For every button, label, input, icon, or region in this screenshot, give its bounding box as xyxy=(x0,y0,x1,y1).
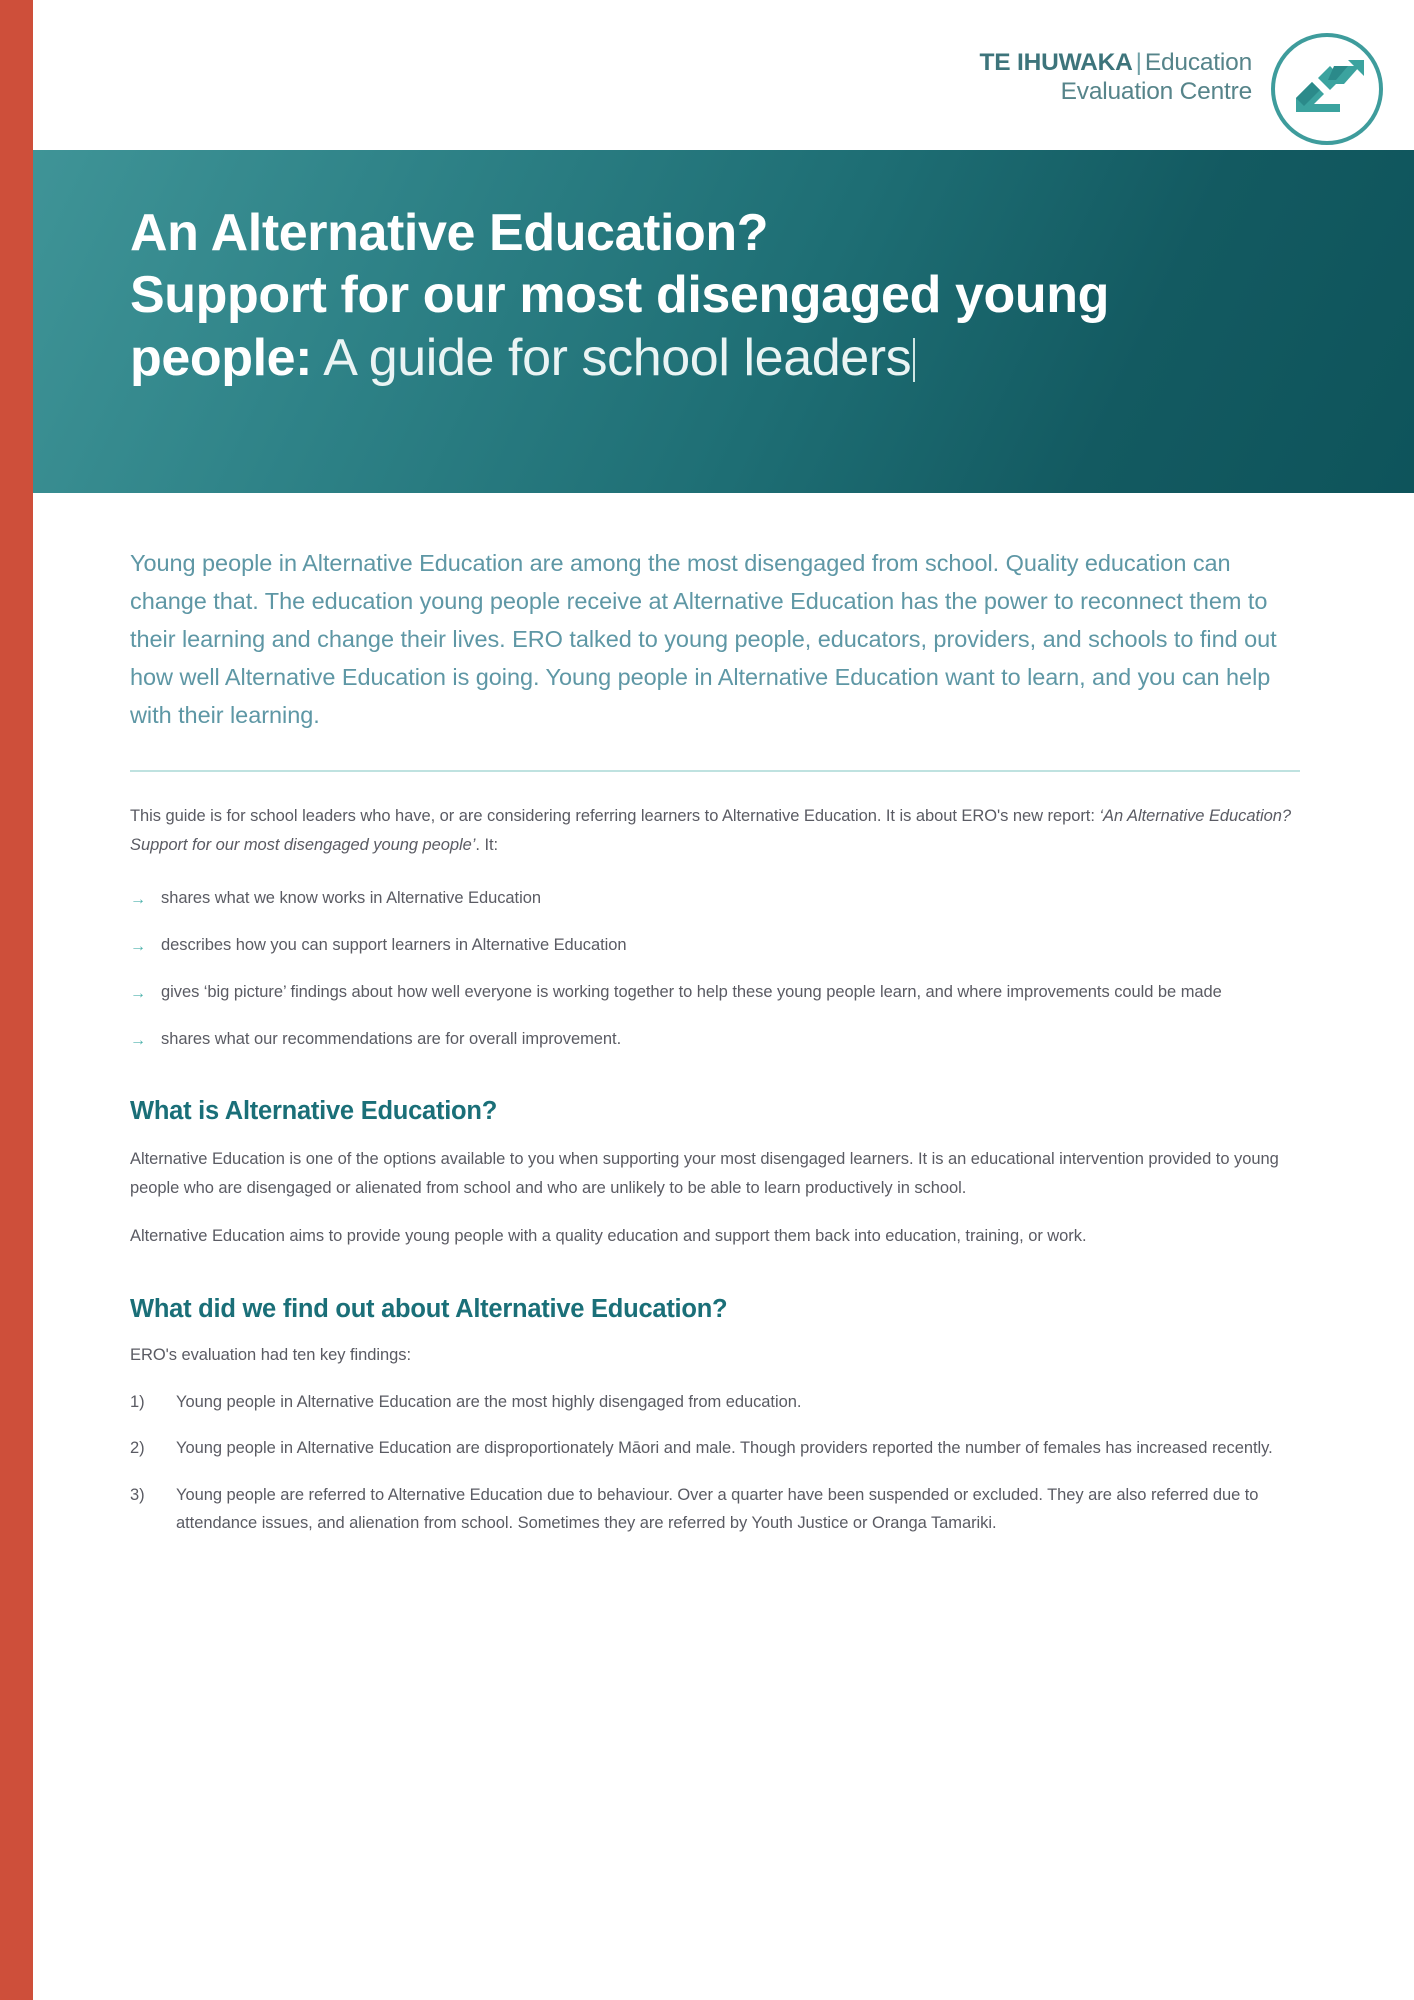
list-item-text: Young people are referred to Alternative Education due to behaviour. Over a quarter have been suspended or excluded. They are also referred due to attendance issues, and alienation from school. Sometimes they are referred by Youth Justice or Oranga Tamariki. xyxy=(176,1485,1259,1533)
guide-contents-list xyxy=(130,884,1300,1053)
arrow-icon: → xyxy=(130,891,146,909)
list-item xyxy=(130,1481,1300,1538)
list-item xyxy=(130,931,1300,959)
text-cursor-caret xyxy=(913,338,915,382)
title-banner xyxy=(33,150,1414,493)
title-line-3-subtitle: A guide for school leaders xyxy=(312,328,912,387)
ero-zigzag-circle-logo-icon xyxy=(1268,30,1386,148)
title-line-1: An Alternative Education? xyxy=(130,204,769,262)
ero-logo xyxy=(979,30,1386,148)
logo-secondary-text-line-2: Evaluation Centre xyxy=(1060,77,1252,105)
list-item-text: describes how you can support learners in Alternative Education xyxy=(161,936,627,955)
key-findings-list xyxy=(130,1388,1300,1538)
intro-text-before: This guide is for school leaders who have, or are considering referring learners to Alternative Education. It is about ERO's new report: xyxy=(130,807,1100,826)
arrow-icon: → xyxy=(130,985,146,1003)
arrow-icon: → xyxy=(130,1032,146,1050)
list-item xyxy=(130,978,1300,1006)
left-accent-stripe xyxy=(0,0,33,2000)
title-line-2: Support for our most disengaged young xyxy=(130,266,1109,325)
logo-primary-text: TE IHUWAKA xyxy=(979,49,1133,76)
section-1-paragraph-1: Alternative Education is one of the options available to you when supporting your most disengaged learners. It is an educational intervention provided to young people who are disengaged or alienated from school and who are unlikely to be able to learn productively in school. xyxy=(130,1150,1279,1198)
report-title-italic: ‘An Alternative Education? Support for our most disengaged young people’ xyxy=(130,807,1292,855)
list-item xyxy=(130,1025,1300,1053)
list-item-number: 3) xyxy=(130,1485,145,1504)
section-heading-findings: What did we find out about Alternative Education? xyxy=(130,1294,728,1323)
page-title xyxy=(130,202,1354,389)
logo-wordmark xyxy=(979,30,1252,107)
title-line-3-bold: people: xyxy=(130,328,313,387)
logo-divider-bar: | xyxy=(1135,49,1142,76)
section-1-paragraph-2: Alternative Education aims to provide young people with a quality education and support them back into education, training, or work. xyxy=(130,1227,1087,1245)
list-item xyxy=(130,1388,1300,1416)
list-item xyxy=(130,1434,1300,1462)
list-item-text: shares what our recommendations are for overall improvement. xyxy=(161,1030,622,1049)
list-item-number: 2) xyxy=(130,1439,145,1458)
title-banner-inner xyxy=(130,202,1354,389)
arrow-icon: → xyxy=(130,938,146,956)
intro-text-after: . It: xyxy=(475,836,499,855)
document-content xyxy=(33,493,1414,1537)
intro-paragraph xyxy=(130,802,1300,860)
list-item-text: Young people in Alternative Education are disproportionately Māori and male. Though providers reported the number of females has increased recently. xyxy=(176,1439,1273,1458)
lede-paragraph: Young people in Alternative Education are among the most disengaged from school. Quality education can change that. The education young people receive at Alternative Education has the power to reconnect them to their learning and change their lives. ERO talked to young people, educators, providers, and schools to find out how well Alternative Education is going. Young people in Alternative Education want to learn, and you can help with their learning. xyxy=(130,550,1277,729)
list-item-text: shares what we know works in Alternative Education xyxy=(161,889,541,908)
logo-secondary-text-line-1: Education xyxy=(1144,49,1252,76)
findings-intro-text: ERO's evaluation had ten key findings: xyxy=(130,1345,412,1364)
list-item-text: gives ‘big picture’ findings about how well everyone is working together to help these young people learn, and where improvements could be made xyxy=(161,983,1222,1002)
list-item xyxy=(130,884,1300,912)
horizontal-rule xyxy=(130,770,1300,772)
logo-wordmark-line-1 xyxy=(979,49,1252,78)
list-item-text: Young people in Alternative Education are the most highly disengaged from education. xyxy=(176,1392,802,1411)
list-item-number: 1) xyxy=(130,1392,145,1411)
masthead xyxy=(33,0,1414,150)
section-heading-what-is-ae: What is Alternative Education? xyxy=(130,1097,498,1126)
